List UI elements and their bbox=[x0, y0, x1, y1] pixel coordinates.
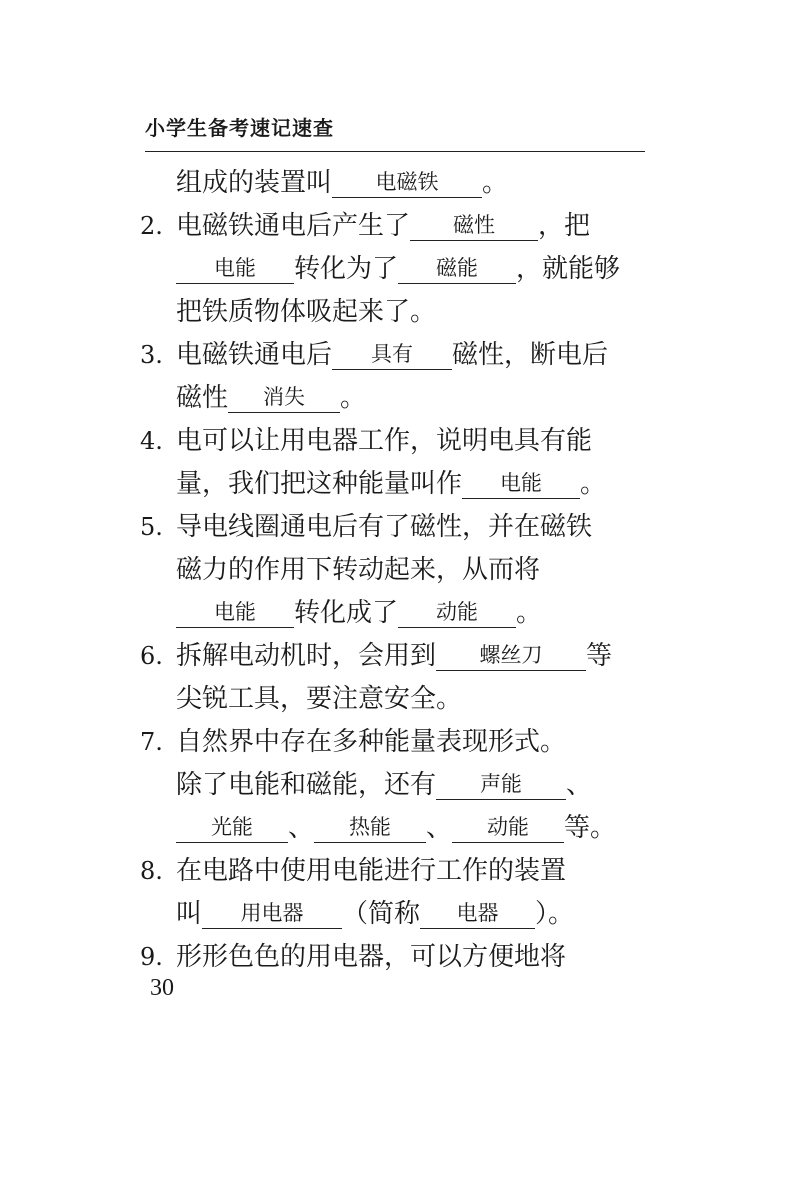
text-segment: 在电路中使用电能进行工作的装置 bbox=[176, 856, 567, 886]
page-number: 30 bbox=[150, 975, 174, 1001]
text-line bbox=[140, 205, 650, 248]
answer-blank: 声能 bbox=[436, 769, 566, 800]
text-line bbox=[140, 463, 650, 506]
text-segment: ，把 bbox=[538, 211, 591, 241]
text-line bbox=[140, 893, 650, 936]
text-line bbox=[140, 936, 650, 979]
text-segment: 转化为了 bbox=[294, 254, 399, 284]
text-segment: 组成的装置叫 bbox=[176, 168, 333, 198]
item-number: 8. bbox=[140, 857, 163, 885]
text-segment: 、 bbox=[426, 813, 453, 843]
text-segment: 叫 bbox=[176, 899, 203, 929]
text-segment: 电磁铁通电后产生了 bbox=[176, 211, 411, 241]
page-body bbox=[140, 162, 650, 979]
text-segment: 、 bbox=[288, 813, 315, 843]
text-segment: 等。 bbox=[564, 813, 617, 843]
text-segment: 、 bbox=[566, 770, 593, 800]
text-segment: （简称 bbox=[342, 899, 421, 929]
text-segment: 电可以让用电器工作，说明电具有能 bbox=[176, 426, 593, 456]
text-line bbox=[140, 291, 650, 334]
text-segment: 磁性 bbox=[176, 383, 229, 413]
text-segment: 磁力的作用下转动起来，从而将 bbox=[176, 555, 541, 585]
text-segment: 等 bbox=[586, 641, 613, 671]
answer-blank: 电能 bbox=[176, 253, 294, 284]
text-segment: 形形色色的用电器，可以方便地将 bbox=[176, 942, 567, 972]
answer-blank: 电器 bbox=[420, 898, 535, 929]
answer-blank: 消失 bbox=[228, 382, 340, 413]
text-segment: 自然界中存在多种能量表现形式。 bbox=[176, 727, 567, 757]
text-line bbox=[140, 420, 650, 463]
item-number: 3. bbox=[140, 341, 163, 369]
text-segment: 。 bbox=[340, 383, 367, 413]
text-segment: 电磁铁通电后 bbox=[176, 340, 333, 370]
answer-blank: 磁性 bbox=[410, 210, 538, 241]
text-line bbox=[140, 506, 650, 549]
text-line bbox=[140, 592, 650, 635]
answer-blank: 磁能 bbox=[398, 253, 516, 284]
text-segment: 。 bbox=[580, 469, 607, 499]
text-segment: 磁性，断电后 bbox=[452, 340, 609, 370]
text-segment: 除了电能和磁能，还有 bbox=[176, 770, 437, 800]
header-rule bbox=[145, 151, 645, 152]
answer-blank: 热能 bbox=[314, 812, 426, 843]
text-line bbox=[140, 678, 650, 721]
running-header: 小学生备考速记速查 bbox=[145, 116, 334, 140]
item-number: 4. bbox=[140, 427, 163, 455]
answer-blank: 电能 bbox=[462, 468, 580, 499]
text-segment: 导电线圈通电后有了磁性，并在磁铁 bbox=[176, 512, 593, 542]
text-line bbox=[140, 334, 650, 377]
item-number: 2. bbox=[140, 212, 163, 240]
answer-blank: 光能 bbox=[176, 812, 288, 843]
text-line bbox=[140, 549, 650, 592]
item-number: 7. bbox=[140, 728, 163, 756]
answer-blank: 动能 bbox=[398, 597, 516, 628]
text-segment: 。 bbox=[482, 168, 509, 198]
text-line bbox=[140, 377, 650, 420]
text-segment: ）。 bbox=[535, 899, 575, 929]
answer-blank: 电磁铁 bbox=[332, 167, 482, 198]
text-segment: 拆解电动机时，会用到 bbox=[176, 641, 437, 671]
text-line bbox=[140, 635, 650, 678]
item-number: 6. bbox=[140, 642, 163, 670]
answer-blank: 用电器 bbox=[202, 898, 342, 929]
item-number: 9. bbox=[140, 943, 163, 971]
text-segment: 把铁质物体吸起来了。 bbox=[176, 297, 437, 327]
text-segment: 尖锐工具，要注意安全。 bbox=[176, 684, 463, 714]
text-line bbox=[140, 721, 650, 764]
text-line bbox=[140, 807, 650, 850]
answer-blank: 动能 bbox=[452, 812, 564, 843]
text-line bbox=[140, 248, 650, 291]
text-segment: 。 bbox=[516, 598, 543, 628]
text-line bbox=[140, 162, 650, 205]
text-line bbox=[140, 764, 650, 807]
item-number: 5. bbox=[140, 513, 163, 541]
answer-blank: 具有 bbox=[332, 339, 452, 370]
answer-blank: 螺丝刀 bbox=[436, 640, 586, 671]
text-line bbox=[140, 850, 650, 893]
text-segment: 转化成了 bbox=[294, 598, 399, 628]
text-segment: ，就能够 bbox=[516, 254, 621, 284]
answer-blank: 电能 bbox=[176, 597, 294, 628]
text-segment: 量，我们把这种能量叫作 bbox=[176, 469, 463, 499]
